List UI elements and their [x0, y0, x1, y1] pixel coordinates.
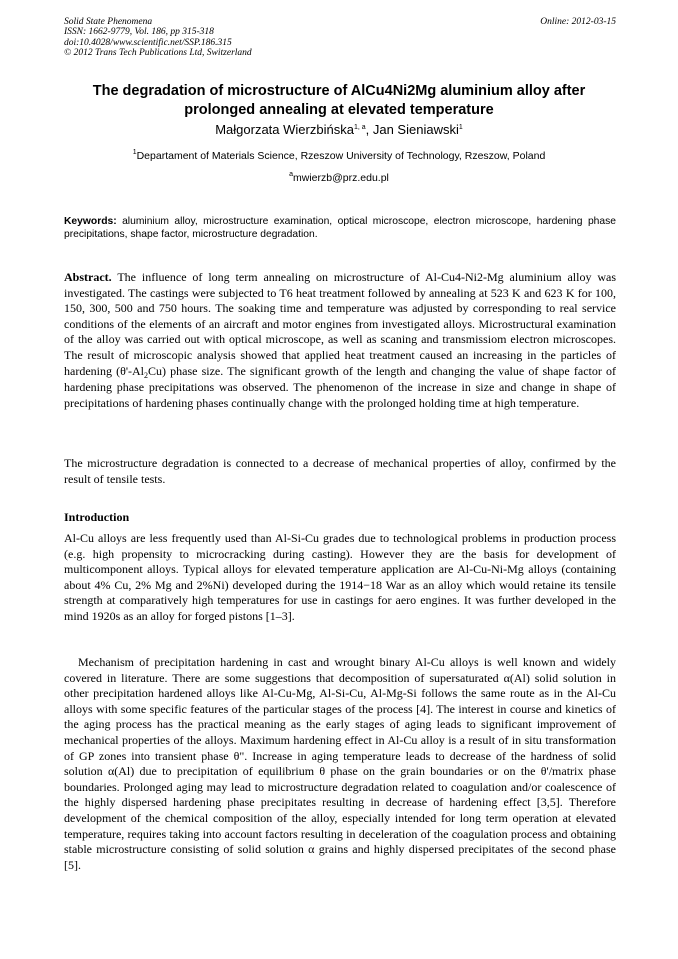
title-line-1: The degradation of microstructure of AlCu4Ni2Mg aluminium alloy after [92, 83, 586, 99]
email-mark: a [289, 171, 294, 178]
journal-name: Solid State Phenomena [64, 17, 153, 27]
keywords [64, 215, 616, 242]
affiliation [40, 150, 638, 164]
author-2: Jan Sieniawski [372, 122, 459, 137]
author-email [40, 172, 638, 186]
keywords-label: Keywords: [64, 216, 117, 227]
abstract-paragraph-2: The microstructure degradation is connected to a decrease of mechanical properties of alloy, confirmed by the result of tensile tests. [64, 456, 616, 486]
author-1: Małgorzata Wierzbińska [215, 122, 354, 137]
author-list [40, 122, 638, 141]
affiliation-text: Departament of Materials Science, Rzeszow University of Technology, Rzeszow, Poland [136, 150, 546, 162]
abstract-text-part-2: Cu) phase size. The significant growth of the length and changing the value of shape factor of hardening phase precipitations was observed. The phenomenon of the increase in size and change in shape of precipitations of hardening phases continually change with the prolonged holding time at high temperature. [64, 363, 616, 410]
author-2-affiliation-mark: 1 [458, 124, 463, 131]
doi-line: doi:10.4028/www.scientific.net/SSP.186.315 [64, 37, 232, 48]
introduction-paragraph-2: Mechanism of precipitation hardening in cast and wrought binary Al-Cu alloys is well known and widely covered in literature. There are some suggestions that decomposition of supersaturated α(Al) solid solution in other precipitation hardened alloys like Al-Cu-Mg, Al-Si-Cu, Al-Mg-Si follows the same route as in the Al-Cu alloys with some specific features of the particular stages of the process [4]. The interest in course and kinetics of the aging process has the practical meaning as the early stages of aging leads to significant improvement of mechanical properties of the alloys. Maximum hardening effect in Al-Cu alloy is a result of in situ transformation of GP zones into transient phase θ". Increase in aging temperature leads to decrease of the hardness of solid solution α(Al) due to precipitation of equilibrium θ phase on the grain boundaries or on the θ'/matrix phase boundaries. Prolonged aging may lead to microstructure degradation related to coagulation and/or coalescence of the highly dispersed hardening phase precipitates resulting in decrease of hardening effect [3,5]. Therefore development of the chemical composition of the alloy, especially intended for long term operation at elevated temperature, requires taking into account factors resulting in deceleration of the coagulation process and obtaining stable microstructure consisting of solid solution α grains and highly dispersed precipitates of the second phase [5]. [64, 655, 616, 872]
author-separator: , [365, 122, 373, 137]
issn-line: ISSN: 1662-9779, Vol. 186, pp 315-318 [64, 27, 214, 38]
introduction-paragraph-1: Al-Cu alloys are less frequently used than Al-Si-Cu grades due to technological problems in production process (e.g. high propensity to microcracking during casting). However they are the basis for development of multicomponent alloys. Typical alloys for elevated temperature application are Al-Cu-Ni-Mg alloys (containing about 4% Cu, 2% Mg and 2%Ni) developed during the 1914−18 War as an alloy which would retaine its tensile strength at comparatively high temperatures for use in castings for aero engines. It was further developed in the mind 1920s as an alloy for forged pistons [1–3]. [64, 531, 616, 623]
journal-header [64, 17, 616, 59]
abstract-label: Abstract. [64, 270, 112, 284]
section-heading-introduction: Introduction [64, 510, 130, 524]
online-date: Online: 2012-03-15 [540, 17, 616, 27]
title-line-2: prolonged annealing at elevated temperature [184, 101, 494, 118]
affiliation-mark: 1 [132, 149, 137, 156]
author-1-affiliation-mark: 1, a [353, 124, 366, 131]
email-address[interactable]: mwierzb@prz.edu.pl [293, 172, 389, 184]
abstract-paragraph [64, 270, 616, 411]
keywords-text: aluminium alloy, microstructure examination, optical microscope, electron microscope, hardening phase precipitations, shape factor, microstructure degradation. [64, 216, 616, 241]
paper-title [40, 82, 638, 119]
abstract-subscript: 2 [144, 370, 149, 380]
copyright-line: © 2012 Trans Tech Publications Ltd, Switzerland [64, 48, 252, 59]
abstract-text-part-1: The influence of long term annealing on microstructure of Al-Cu4-Ni2-Mg aluminium alloy was investigated. The castings were subjected to T6 heat treatment followed by annealing at 523 K and 623 K for 100, 150, 300, 500 and 750 hours. The soaking time and temperature was adjusted by corresponding to real service conditions of the elements of an aircraft and motor engines from investigated alloys. Microstructural examination of the alloy was carried out with optical microscope, as well as scaning and transmissiom electron microscopes. The result of microscopic analysis showed that applied heat treatment caused an increasing in the particles of hardening (θ'-Al [64, 270, 616, 378]
